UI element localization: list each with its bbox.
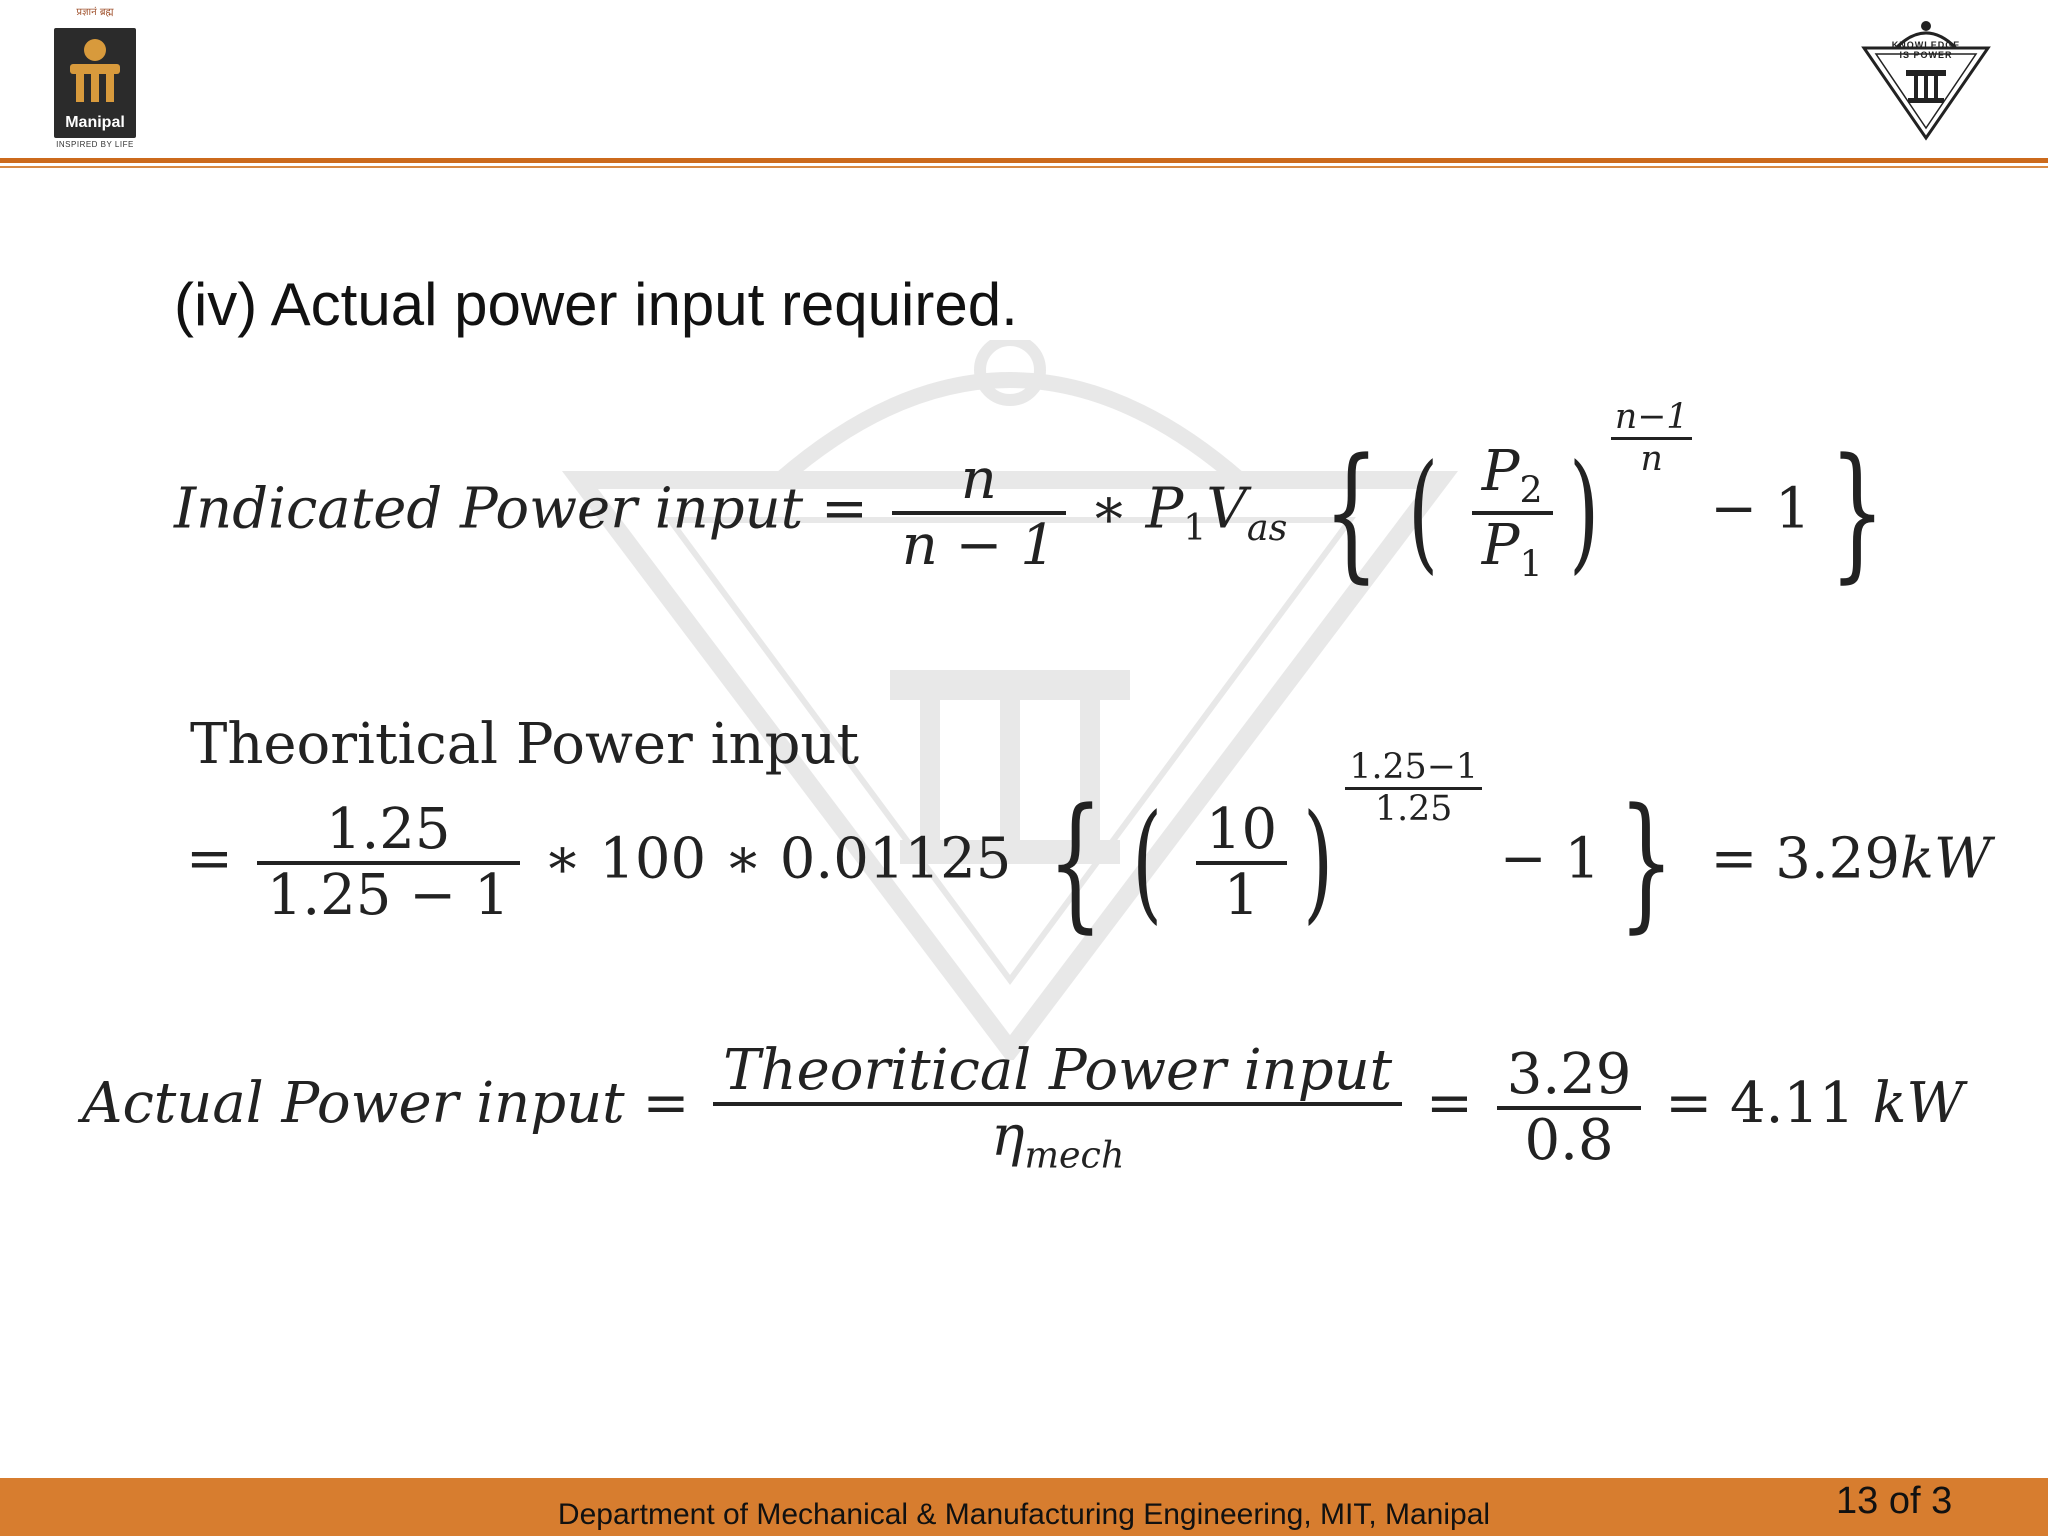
eq2-ratio-den: 1 — [1223, 862, 1260, 928]
mit-seal-logo — [1856, 14, 1996, 142]
eq1-frac-num: n — [892, 449, 1066, 515]
eq1-pressure-ratio — [1472, 441, 1553, 585]
eq2-right-paren: ) — [1303, 787, 1334, 938]
seal-icon — [1856, 14, 1996, 142]
seal-text: KNOWLEDGE IS POWER — [1891, 40, 1961, 60]
eq2-left-paren: ( — [1131, 787, 1163, 938]
eq1-right-brace: } — [1829, 428, 1885, 597]
eq2-pressure-ratio — [1196, 799, 1287, 926]
actual-power-equation — [82, 1040, 1964, 1175]
eq3-val-num: 3.29 — [1497, 1044, 1642, 1110]
eq2-ratio-num: 10 — [1196, 799, 1287, 865]
eq1-exp-num: n−1 — [1611, 398, 1693, 439]
eq2-frac-den: 1.25 − 1 — [266, 862, 510, 928]
eq2-right-brace: } — [1618, 778, 1675, 947]
eq1-exponent — [1611, 398, 1693, 477]
eq1-exp-den: n — [1640, 438, 1663, 479]
eq2-fraction — [257, 799, 520, 926]
theoretical-power-equation — [186, 747, 1992, 947]
eq1-minus-one: − 1 — [1710, 476, 1811, 542]
eq3-frac-num: Theoritical Power input — [713, 1040, 1402, 1106]
eq2-unit: kW — [1899, 826, 1992, 892]
eq2-exponent — [1345, 748, 1481, 827]
footer-bar — [0, 1478, 2048, 1536]
footer-text: Department of Mechanical & Manufacturing Engineering, MIT, Manipal — [557, 1498, 1491, 1531]
logo-top-text: प्रज्ञानं ब्रह्म — [76, 7, 114, 18]
logo-tagline: INSPIRED BY LIFE — [56, 140, 134, 149]
logo-label: Manipal — [65, 114, 125, 131]
eq1-fraction — [892, 449, 1066, 576]
eq3-frac-den: $\eta_{mech}$ — [990, 1103, 1125, 1177]
eq2-frac-num: 1.25 — [257, 799, 520, 865]
eq1-lhs: Indicated Power input = — [174, 476, 868, 542]
eq2-result: = 3.29 — [1710, 826, 1900, 892]
eq3-result: = 4.11 — [1665, 1071, 1855, 1137]
eq1-right-paren: ) — [1568, 437, 1599, 588]
logo-box — [54, 28, 136, 138]
header-rule — [0, 158, 2048, 163]
page-number: 13 of 3 — [1836, 1480, 1953, 1522]
slide-heading: (iv) Actual power input required. — [174, 271, 1018, 338]
eq1-v: V — [1206, 476, 1247, 542]
eq3-value-fraction — [1497, 1044, 1642, 1171]
eq2-minus-one: − 1 — [1499, 826, 1601, 892]
indicated-power-equation — [174, 397, 1903, 597]
eq1-p1-sub: 1 — [1183, 506, 1207, 550]
manipal-emblem-icon — [54, 28, 136, 108]
eq3-lhs: Actual Power input = — [82, 1071, 690, 1137]
theoretical-power-label: Theoritical Power input — [190, 712, 859, 777]
eq2-exp-num: 1.25−1 — [1345, 748, 1481, 789]
eq2-exp-den: 1.25 — [1375, 788, 1453, 829]
eq3-fraction — [713, 1040, 1402, 1175]
eq2-multipliers: ∗ 100 ∗ 0.01125 — [543, 826, 1012, 892]
eq2-equals: = — [186, 826, 233, 892]
eq3-unit: kW — [1872, 1071, 1964, 1137]
eq1-v-sub: as — [1246, 506, 1288, 550]
eq1-ratio-num: $P_2$ — [1472, 441, 1553, 515]
eq3-equals: = — [1425, 1071, 1473, 1137]
eq3-val-den: 0.8 — [1524, 1107, 1614, 1173]
eq1-times-p: ∗ P — [1089, 476, 1184, 542]
eq1-left-brace: { — [1323, 428, 1380, 597]
eq1-ratio-den: $P_1$ — [1481, 512, 1543, 586]
eq2-left-brace: { — [1047, 778, 1104, 947]
eq1-frac-den: n − 1 — [901, 512, 1056, 578]
eq1-left-paren: ( — [1407, 437, 1438, 588]
header-rule-thin — [0, 166, 2048, 168]
manipal-logo — [50, 6, 140, 152]
